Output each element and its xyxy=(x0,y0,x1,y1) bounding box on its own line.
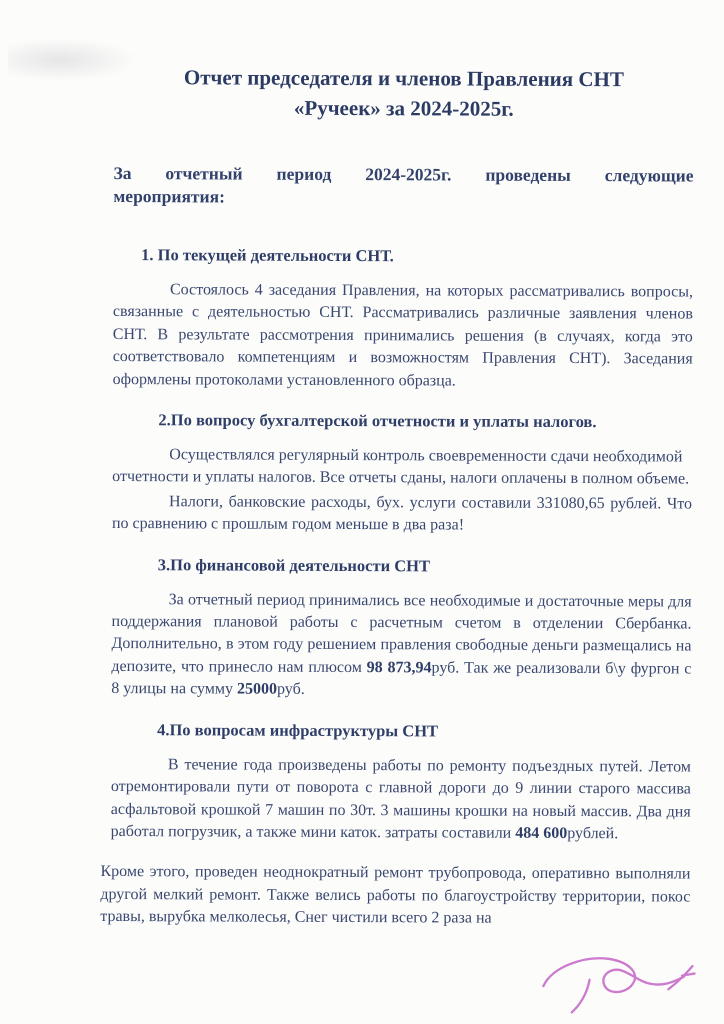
section-2-paragraph-1: Осуществлялся регулярный контроль своевременности сдачи необходимой отчетности и уплаты налогов. Все отчеты сданы, налоги оплачены в полном объеме. xyxy=(112,446,690,488)
text-run: рублей. xyxy=(567,824,619,843)
amount-deposit-interest: 98 873,94 xyxy=(366,658,432,677)
section-1-heading: 1. По текущей деятельности СНТ. xyxy=(141,245,394,266)
section-3-paragraph xyxy=(111,589,691,704)
text-run: В течение года произведены работы по ремонту подъездных путей. Летом отремонтировали пути от поворота с главной дороги до 9 линии старого массива асфальтовой крошкой 7 машин по 30т. 3 машины крошки на новый массив. Два дня работал погрузчик, а также мини каток. затраты составили xyxy=(110,755,691,842)
section-3-heading: 3.По финансовой деятельности СНТ xyxy=(157,554,431,576)
text-run: руб. xyxy=(276,680,305,699)
section-2-paragraph-2: Налоги, банковские расходы, бух. услуги составили 331080,65 рублей. Что по сравнению с прошлым годом меньше в два раза! xyxy=(111,493,693,534)
section-4-paragraph-1 xyxy=(111,754,691,846)
section-4-paragraph-2: Кроме этого, проведен неоднократный ремонт трубопровода, оперативно выполняли другой мелкий ремонт. Также велись работы по благоустройству территории, покос травы, вырубка мелколесья, Снег чистили всего 2 раза на xyxy=(100,863,691,927)
section-2-heading: 2.По вопросу бухгалтерской отчетности и уплаты налогов. xyxy=(158,410,597,432)
title-line-2: «Ручеек» за 2024-2025г. xyxy=(293,95,514,121)
section-1-paragraph: Состоялось 4 заседания Правления, на которых рассматривались вопросы, связанные с деятельностью СНТ. Рассматривались различные заявления членов СНТ. В результате рассмотрения принимались решения (в случаях, когда это соответствовало компетенциям и возможностям Правления СНТ). Заседания оформлены протоколами установленного образца. xyxy=(112,281,694,390)
amount-road-repair: 484 600 xyxy=(515,824,568,842)
amount-van-sale: 25000 xyxy=(236,680,278,698)
section-4-heading: 4.По вопросам инфраструктуры СНТ xyxy=(157,719,439,741)
title-line-1: Отчет председателя и членов Правления СНТ xyxy=(183,65,624,92)
intro-paragraph: За отчетный период 2024-2025г. проведены следующие мероприятия: xyxy=(113,162,694,207)
text-run: За отчетный период принимались все необходимые и достаточные меры для поддержания плановой работы с расчетным счетом в отделении Сбербанка. Дополнительно, в этом году решением правления свободные деньги размещались на депозите, что принесло нам плюсом xyxy=(111,590,692,676)
document-content xyxy=(100,62,694,949)
document-title xyxy=(114,62,694,125)
signature xyxy=(535,952,703,1016)
text-run: руб. Так же реализовали б\у фургон с 8 улицы на сумму xyxy=(111,659,692,698)
